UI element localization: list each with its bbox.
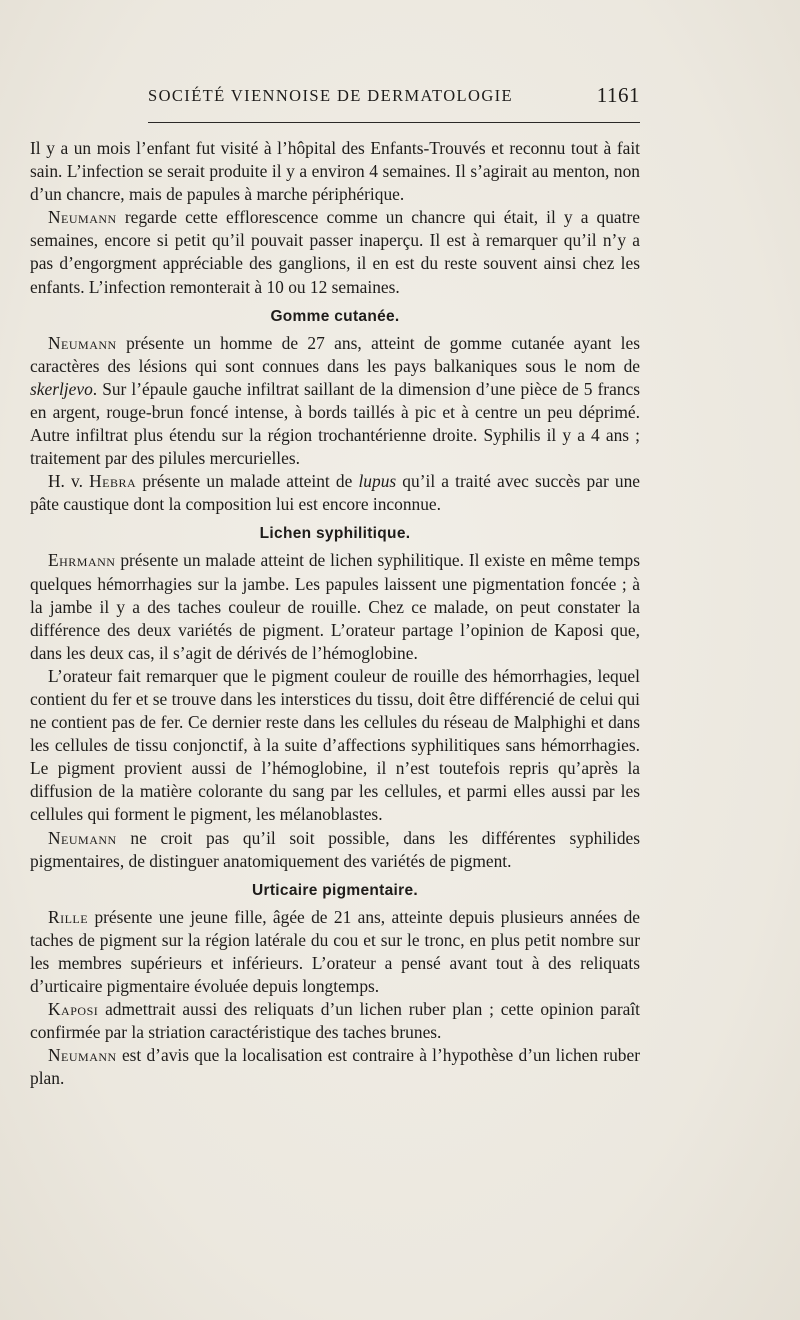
speaker-name: Hebra	[89, 471, 137, 492]
page-number: 1161	[596, 83, 640, 107]
running-title: SOCIÉTÉ VIENNOISE DE DERMATOLOGIE	[148, 86, 514, 105]
speaker-name: Kaposi	[48, 999, 99, 1020]
section-heading-urticaire-pigmentaire: Urticaire pigmentaire.	[252, 881, 418, 899]
paragraph-9-text: admettrait aussi des reliquats d’un lichen ruber plan ; cette opinion paraît confirmée par la striation caractéristique des taches brunes.	[30, 999, 640, 1043]
speaker-name: Neumann	[48, 827, 117, 848]
paragraph-2-text: regarde cette efflorescence comme un chancre qui était, il y a quatre semaines, encore si petit qu’il pouvait passer inaperçu. Il est à remarquer qu’il n’y a pas d’engorgment appréciable des ganglions, il en est du reste souvent ainsi chez les enfants. L’infection remonterait à 10 ou 12 semaines.	[30, 207, 640, 297]
paragraph-10-text: est d’avis que la localisation est contraire à l’hypothèse d’un lichen ruber plan.	[30, 1045, 640, 1089]
paragraph-8-text: présente une jeune fille, âgée de 21 ans, atteinte depuis plusieurs années de taches de pigment sur la région latérale du cou et sur le tronc, en plus petit nombre sur les membres supérieurs et inférieurs. L’orateur a pensé avant tout à des reliquats d’urticaire pigmentaire évoluée depuis longtemps.	[30, 906, 640, 996]
section-heading-gomme-cutanee: Gomme cutanée.	[270, 307, 400, 325]
paragraph-9	[30, 998, 640, 1044]
paragraph-7-text: ne croit pas qu’il soit possible, dans les différentes syphilides pigmentaires, de distinguer anatomiquement des variétés de pigment.	[30, 827, 640, 871]
paragraph-3	[30, 332, 640, 471]
paragraph-10	[30, 1044, 640, 1090]
header-rule	[148, 122, 640, 123]
speaker-name: Ehrmann	[48, 550, 116, 571]
paragraph-6	[30, 665, 640, 827]
speaker-name: Neumann	[48, 332, 117, 353]
paragraph-2	[30, 206, 640, 298]
section-heading-lichen-syphilitique: Lichen syphilitique.	[259, 525, 411, 543]
paragraph-6-text: L’orateur fait remarquer que le pigment couleur de rouille des hémorrhagies, lequel contient du fer et se trouve dans les interstices du tissu, doit être différencié de celui qui ne contient pas de fer. Ce dernier reste dans les cellules du réseau de Malphighi et dans les cellules de tissu conjonctif, à la suite d’affections syphilitiques sans hémorrhagies. Le pigment provient aussi de l’hémoglobine, il n’est toutefois repris qu’après la diffusion de la matière colorante du sang par les cellules, et parmi elles aussi par les cellules qui forment le pigment, les mélanoblastes.	[30, 665, 640, 825]
speaker-name: Rille	[48, 906, 89, 927]
speaker-name: Neumann	[48, 1045, 117, 1066]
paragraph-1	[30, 137, 640, 206]
paragraph-3-italic: skerljevo	[30, 378, 93, 399]
paragraph-8	[30, 906, 640, 998]
paragraph-4-text-b: qu’il a traité avec succès par une pâte caustique dont la composition lui est encore inconnue.	[30, 471, 641, 515]
paragraph-5-text: présente un malade atteint de lichen syphilitique. Il existe en même temps quelques hémorrhagies sur la jambe. Les papules laissent une pigmentation foncée ; à la jambe il y a des taches couleur de rouille. Chez ce malade, on peut constater la différence des deux variétés de pigment. L’orateur partage l’opinion de Kaposi que, dans les deux cas, il s’agit de dérivés de l’hémoglobine.	[30, 550, 640, 663]
page-header	[148, 83, 640, 112]
body-text	[30, 137, 640, 1090]
speaker-name: Neumann	[48, 207, 117, 228]
paragraph-5	[30, 549, 640, 664]
paragraph-3-text-b: . Sur l’épaule gauche infiltrat saillant de la dimension d’une pièce de 5 francs en argent, rouge-brun foncé intense, à bords taillés à pic et à centre un peu déprimé. Autre infiltrat plus étendu sur la région trochantérienne droite. Syphilis il y a 4 ans ; traitement par des pilules mercurielles.	[30, 378, 640, 469]
paragraph-3-text-a: présente un homme de 27 ans, atteint de gomme cutanée ayant les caractères des lésions qui sont connues dans les pays balkaniques sous le nom de	[30, 332, 640, 376]
paragraph-7	[30, 827, 640, 873]
paragraph-4	[30, 470, 640, 516]
paragraph-4-italic: lupus	[358, 471, 397, 492]
paragraph-4-text-a: présente un malade atteint de	[136, 471, 359, 492]
paragraph-1-text: Il y a un mois l’enfant fut visité à l’hôpital des Enfants-Trouvés et reconnu tout à fait sain. L’infection se serait produite il y a environ 4 semaines. Il s’agirait au menton, non d’un chancre, mais de papules à marche périphérique.	[30, 138, 640, 205]
paragraph-4-prefix: H. v.	[48, 471, 90, 492]
